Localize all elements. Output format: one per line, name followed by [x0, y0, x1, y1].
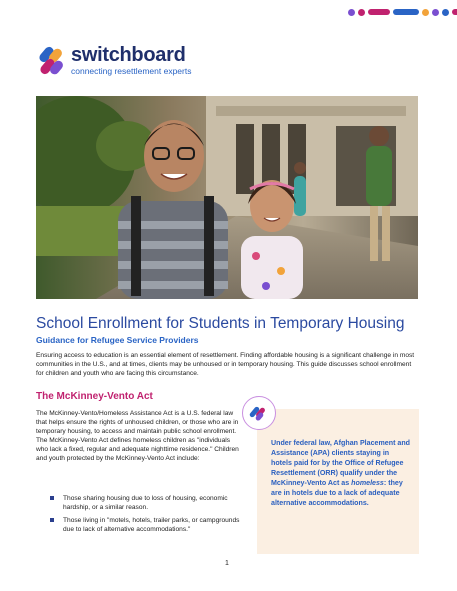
switchboard-logo[interactable]: [37, 44, 191, 78]
bullet-text: Those sharing housing due to loss of housing, economic hardship, or a similar reason.: [63, 495, 228, 511]
callout-text-after: : they are in hotels due to a lack of adequate alternative accommodations.: [271, 479, 403, 507]
bullet-square-icon: [50, 518, 54, 522]
callout-text-emphasis: homeless: [351, 479, 384, 487]
hero-photo: [36, 96, 418, 299]
document-subtitle: Guidance for Refugee Service Providers: [36, 335, 199, 345]
list-item: [36, 494, 241, 512]
decorative-dot: [358, 9, 365, 16]
bullet-list: [36, 494, 241, 538]
list-item: [36, 516, 241, 534]
callout-text-before: Under federal law, Afghan Placement and Assistance (APA) clients staying in hotels paid for by the Office of Refugee Resettlement (ORR) qualify under the McKinney-Vento Act as: [271, 439, 411, 487]
switchboard-logo-icon: [37, 44, 67, 78]
intro-paragraph: Ensuring access to education is an essential element of resettlement. Finding affordable housing is a significant challenge in most communities in the U.S., and at times, clients may be unhoused or in temporary housing. This guide discusses school enrollment for children and youth who are facing this circumstance.: [36, 352, 415, 377]
brand-name: switchboard: [71, 44, 186, 66]
decorative-dot: [442, 9, 449, 16]
callout-text: [271, 438, 411, 508]
decorative-pill: [393, 9, 419, 15]
bullet-square-icon: [50, 496, 54, 500]
decorative-dot: [432, 9, 439, 16]
decorative-dot: [422, 9, 429, 16]
decorative-pill: [368, 9, 390, 15]
brand-tagline: connecting resettlement experts: [71, 66, 192, 76]
decorative-dot-bar: [348, 8, 457, 16]
section-heading: The McKinney-Vento Act: [36, 391, 153, 402]
switchboard-badge-icon: [242, 396, 276, 430]
document-title: School Enrollment for Students in Temporary Housing: [36, 315, 405, 332]
decorative-pill: [452, 9, 457, 15]
section-body: The McKinney-Vento/Homeless Assistance Act is a U.S. federal law that helps ensure the rights of unhoused children, or those who are in temporary housing, to access and maintain public school enrollment. The McKinney-Vento Act defines homeless children as "individuals who lack a fixed, regular and adequate nighttime residence." Children and youth protected by the McKinney-Vento Act include:: [36, 410, 239, 462]
decorative-dot: [348, 9, 355, 16]
bullet-text: Those living in "motels, hotels, trailer parks, or campgrounds due to lack of alternative accommodations.": [63, 517, 240, 533]
page-number: 1: [225, 560, 229, 567]
